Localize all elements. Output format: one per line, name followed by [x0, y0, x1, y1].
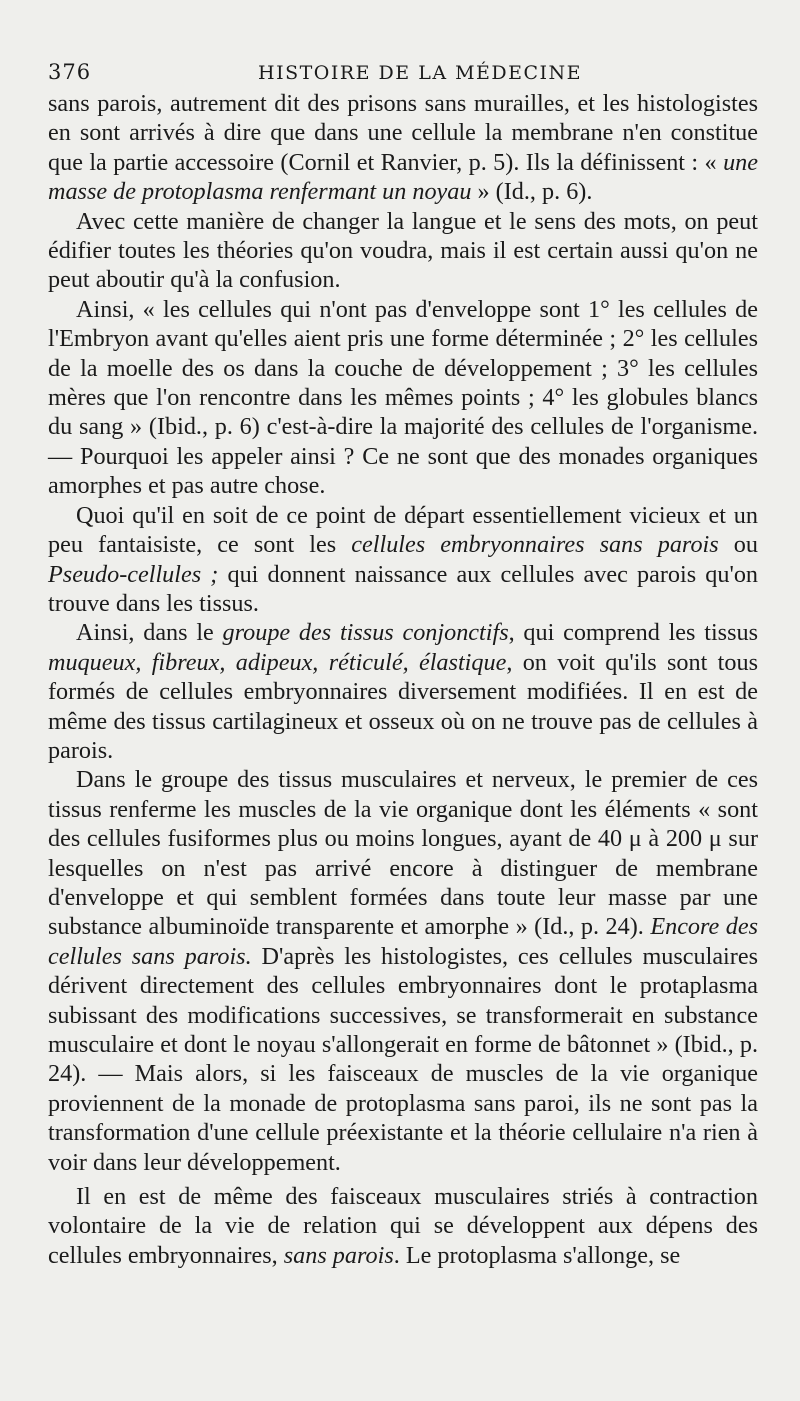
paragraph-7: Il en est de même des faisceaux musculaires striés à contraction volontaire de la vie de relation qui se développent aux dépens des cellules embryonnaires, sans parois. Le protoplasma s'allonge, se: [48, 1183, 758, 1269]
body-text: [48, 89, 758, 1270]
paragraph-6: Dans le groupe des tissus musculaires et nerveux, le premier de ces tissus renferme les muscles de la vie organique dont les éléments « sont des cellules fusiformes plus ou moins longues, ayant de 40 μ à 200 μ sur lesquelles on n'est pas arrivé encore à distinguer de membrane d'enveloppe et qui semblent formées dans toute leur masse par une substance albuminoïde transparente et amorphe » (Id., p. 24). Encore des cellules sans parois. D'après les histologistes, ces cellules musculaires dérivent directement des cellules embryonnaires dont le protaplasma subissant des modifications successives, se transformerait en substance musculaire et dont le noyau s'allongerait en forme de bâtonnet » (Ibid., p. 24). — Mais alors, si les faisceaux de muscles de la vie organique proviennent de la monade de protoplasma sans paroi, ils ne sont pas la transformation d'une cellule préexistante et la théorie cellulaire n'a rien à voir dans leur développement.: [48, 766, 758, 1176]
paragraph-3: Ainsi, « les cellules qui n'ont pas d'enveloppe sont 1° les cellules de l'Embryon avant qu'elles aient pris une forme déterminée ; 2° les cellules de la moelle des os dans la couche de développement ; 3° les cellules mères que l'on rencontre dans les mêmes points ; 4° les globules blancs du sang » (Ibid., p. 6) c'est-à-dire la majorité des cellules de l'organisme. — Pourquoi les appeler ainsi ? Ce ne sont que des monades organiques amorphes et pas autre chose.: [48, 295, 758, 500]
page-header: [48, 60, 758, 85]
paragraph-1: sans parois, autrement dit des prisons sans murailles, et les histologistes en sont arrivés à dire que dans une cellule la membrane n'en constitue que la partie accessoire (Cornil et Ranvier, p. 5). Ils la définissent : « une masse de protoplasma renfermant un noyau » (Id., p. 6).: [48, 90, 758, 206]
running-title: HISTOIRE DE LA MÉDECINE: [258, 62, 583, 84]
paragraph-2: Avec cette manière de changer la langue et le sens des mots, on peut édifier toutes les théories qu'on voudra, mais il est certain aussi qu'on ne peut aboutir qu'à la confusion.: [48, 207, 758, 294]
page-number: 376: [48, 60, 92, 84]
paragraph-4: Quoi qu'il en soit de ce point de départ essentiellement vicieux et un peu fantaisiste, ce sont les cellules embryonnaires sans parois ou Pseudo-cellules ; qui donnent naissance aux cellules avec parois qu'on trouve dans les tissus.: [48, 501, 758, 617]
paragraph-5: Ainsi, dans le groupe des tissus conjonctifs, qui comprend les tissus muqueux, fibreux, adipeux, réticulé, élastique, on voit qu'ils sont tous formés de cellules embryonnaires diversement modifiées. Il en est de même des tissus cartilagineux et osseux où on ne trouve pas de cellules à parois.: [48, 619, 758, 764]
